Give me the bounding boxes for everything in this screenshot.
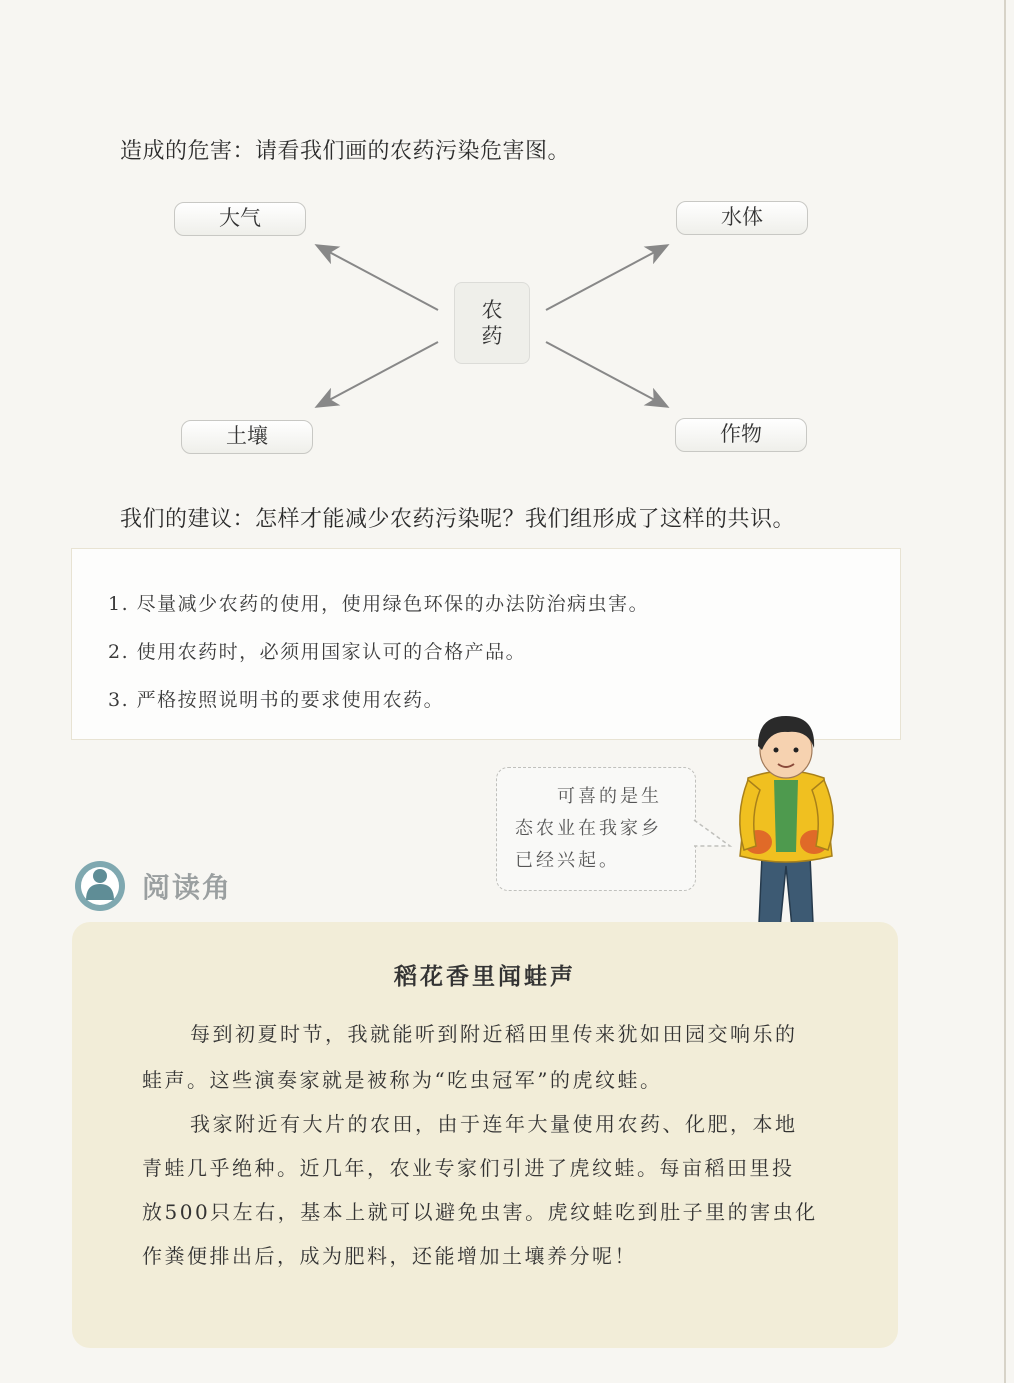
story-line: 放500只左右，基本上就可以避免虫害。虎纹蛙吃到肚子里的害虫化	[142, 1200, 818, 1224]
node-pesticide	[454, 282, 530, 364]
harm-heading: 造成的危害：请看我们画的农药污染危害图。	[120, 139, 571, 164]
diagram-arrows	[0, 0, 1014, 500]
arrow-to-soil	[318, 342, 438, 406]
reading-icon	[74, 860, 126, 912]
node-pesticide-char-2: 药	[481, 324, 503, 348]
bubble-line: 可喜的是生	[557, 786, 662, 807]
story-line: 蛙声。这些演奏家就是被称为“吃虫冠军”的虎纹蛙。	[142, 1068, 663, 1092]
node-crop: 作物	[675, 418, 807, 452]
node-soil: 土壤	[181, 420, 313, 454]
story-box	[72, 922, 898, 1348]
speech-bubble	[496, 767, 696, 891]
bubble-line: 已经兴起。	[515, 850, 620, 871]
bubble-line: 态农业在我家乡	[515, 818, 662, 839]
arrow-to-crop	[546, 342, 666, 406]
arrow-to-water	[546, 246, 666, 310]
suggestion-item: 1. 尽量减少农药的使用，使用绿色环保的办法防治病虫害。	[108, 593, 650, 615]
story-title: 稻花香里闻蛙声	[394, 963, 576, 990]
story-line: 我家附近有大片的农田，由于连年大量使用农药、化肥，本地	[190, 1112, 798, 1136]
node-water: 水体	[676, 201, 808, 235]
node-air: 大气	[174, 202, 306, 236]
story-line: 青蛙几乎绝种。近几年，农业专家们引进了虎纹蛙。每亩稻田里投	[142, 1156, 795, 1180]
story-line: 作粪便排出后，成为肥料，还能增加土壤养分呢！	[142, 1244, 637, 1268]
node-pesticide-char-1: 农	[481, 298, 503, 322]
suggest-heading: 我们的建议：怎样才能减少农药污染呢？我们组形成了这样的共识。	[120, 507, 796, 532]
arrow-to-air	[318, 246, 438, 310]
reading-section-title: 阅读角	[142, 871, 233, 904]
suggestion-item: 2. 使用农药时，必须用国家认可的合格产品。	[108, 641, 527, 663]
story-line: 每到初夏时节，我就能听到附近稻田里传来犹如田园交响乐的	[190, 1022, 798, 1046]
suggestion-item: 3. 严格按照说明书的要求使用农药。	[108, 689, 445, 711]
